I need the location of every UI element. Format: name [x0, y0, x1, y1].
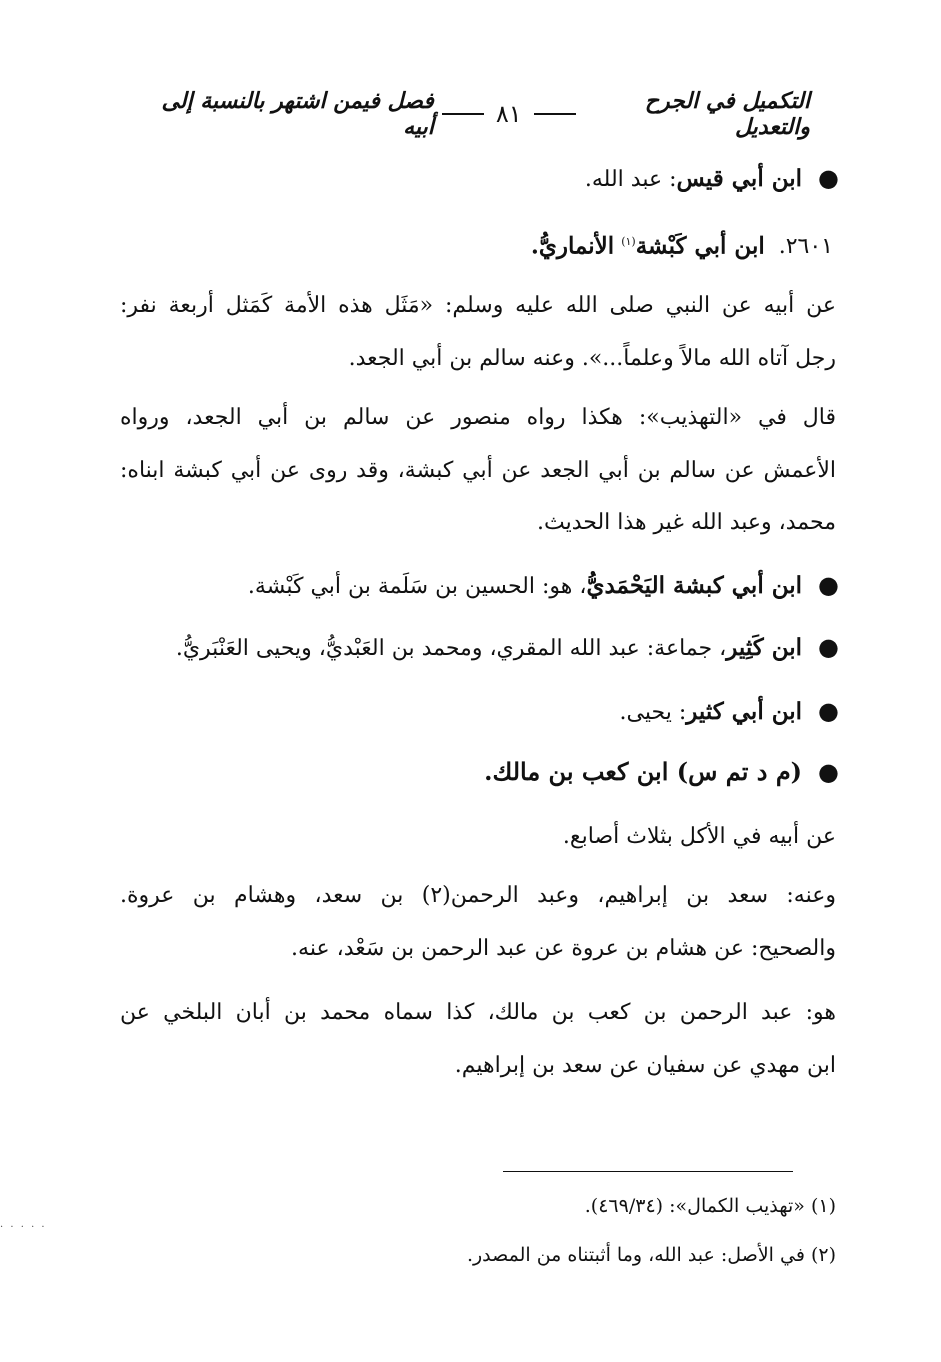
bullet-dot-icon: ●	[818, 633, 839, 661]
entry-name: ابن أبي كبشة اليَحْمَديُّ	[586, 572, 803, 599]
footnote-ref: (١)	[621, 235, 636, 248]
entry-name: (م د تم س) ابن كعب بن مالك.	[484, 757, 803, 786]
bullet-dot-icon: ●	[818, 758, 839, 786]
entry-text: ، جماعة: عبد الله المقري، ومحمد بن العَبْديُّ، ويحيى العَنْبَريُّ.	[175, 636, 727, 661]
entry-name-tail: الأنماريُّ.	[530, 232, 615, 260]
bullet-dot-icon: ●	[818, 697, 839, 725]
paragraph-line: عن أبيه في الأكل بثلاث أصابع.	[562, 824, 836, 849]
paragraph-line: رجل آتاه الله مالاً وعلماً...». وعنه سالم بن أبي الجعد.	[348, 346, 836, 371]
header-dash	[442, 113, 484, 115]
numbered-entry	[120, 222, 833, 267]
footnote: (٢) في الأصل: عبد الله، وما أثبتناه من المصدر.	[466, 1244, 836, 1266]
paragraph-line: عن أبيه عن النبي صلى الله عليه وسلم: «مَثَل هذه الأمة كَمَثل أربعة نفر:	[120, 293, 836, 318]
paragraph-line: قال في «التهذيب»: هكذا رواه منصور عن سالم بن أبي الجعد، ورواه	[120, 405, 836, 430]
bullet-dot-icon: ●	[818, 164, 839, 192]
page-number: ٨١	[495, 100, 522, 128]
footnote: (١) «تهذيب الكمال»: (٤٦٩/٣٤).	[584, 1195, 836, 1217]
entry-name: ابن أبي قيس	[676, 165, 803, 192]
footnote-separator	[503, 1171, 793, 1172]
header-section-title: فصل فيمن اشتهر بالنسبة إلى أبيه	[161, 88, 434, 140]
entry-name: ابن كَثِير	[726, 634, 803, 661]
header-book-title: التكميل في الجرح والتعديل	[644, 88, 810, 140]
entry-bullet	[120, 691, 839, 733]
bullet-dot-icon: ●	[818, 571, 839, 599]
entry-bullet	[120, 627, 839, 669]
entry-name: ابن أبي كثير	[686, 698, 803, 725]
running-header	[150, 88, 810, 140]
paragraph-line: ابن مهدي عن سفيان عن سعد بن إبراهيم.	[454, 1053, 836, 1078]
entry-number: ٢٦٠١.	[778, 234, 833, 260]
entry-bullet	[120, 158, 839, 200]
paragraph-line: محمد، وعبد الله غير هذا الحديث.	[537, 510, 836, 535]
entry-name: ابن أبي كَبْشة	[635, 232, 765, 260]
entry-text: : يحيى.	[619, 700, 687, 725]
entry-bullet	[120, 565, 839, 607]
header-dash	[534, 113, 576, 115]
entry-text: ، هو: الحسين بن سَلَمة بن أبي كَبْشة.	[247, 574, 587, 599]
entry-text: : عبد الله.	[584, 167, 677, 192]
entry-bullet	[120, 752, 839, 794]
paragraph-line: هو: عبد الرحمن بن كعب بن مالك، كذا سماه محمد بن أبان البلخي عن	[120, 1000, 836, 1025]
paragraph-line: والصحيح: عن هشام بن عروة عن عبد الرحمن بن سَعْد، عنه.	[291, 936, 836, 961]
paragraph-line: وعنه: سعد بن إبراهيم، وعبد الرحمن(٢) بن سعد، وهشام بن عروة.	[120, 883, 836, 908]
paragraph-line: الأعمش عن سالم بن أبي الجعد عن أبي كبشة، وقد روى عن أبي كبشة ابناه:	[120, 458, 836, 483]
scan-margin-marks: · · · · ·	[0, 1222, 47, 1233]
